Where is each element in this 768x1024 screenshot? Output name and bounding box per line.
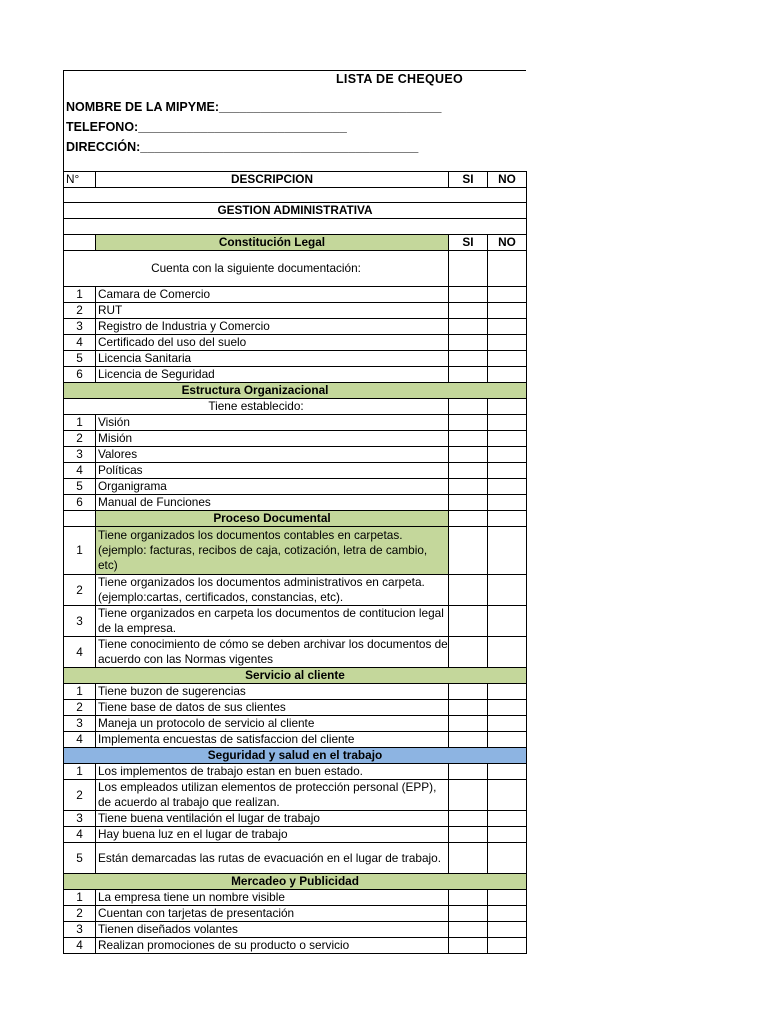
item-row xyxy=(64,303,527,319)
item-number: 4 xyxy=(64,463,96,479)
blank-row xyxy=(64,219,527,235)
item-number: 5 xyxy=(64,479,96,495)
item-text: Valores xyxy=(96,447,449,463)
section-gestion: GESTION ADMINISTRATIVA xyxy=(64,203,527,219)
item-text: Los implementos de trabajo estan en buen estado. xyxy=(96,764,449,780)
item-row xyxy=(64,637,527,668)
no-header: NO xyxy=(488,235,527,251)
item-row xyxy=(64,700,527,716)
item-text: Implementa encuestas de satisfaccion del cliente xyxy=(96,732,449,748)
no-checkbox[interactable] xyxy=(488,938,527,954)
section-title-row xyxy=(64,511,527,527)
item-row xyxy=(64,938,527,954)
no-checkbox[interactable] xyxy=(488,843,527,874)
no-checkbox[interactable] xyxy=(488,351,527,367)
item-text: Tienen diseñados volantes xyxy=(96,922,449,938)
section-title-row xyxy=(64,748,527,764)
section-title: Mercadeo y Publicidad xyxy=(64,874,527,890)
section-title-row xyxy=(64,668,527,684)
si-checkbox[interactable] xyxy=(449,684,488,700)
section-title-row xyxy=(64,874,527,890)
si-checkbox[interactable] xyxy=(449,303,488,319)
item-number: 2 xyxy=(64,575,96,606)
si-header: SI xyxy=(449,235,488,251)
si-checkbox[interactable] xyxy=(449,716,488,732)
item-text: Están demarcadas las rutas de evacuación en el lugar de trabajo. xyxy=(96,843,449,874)
si-checkbox[interactable] xyxy=(449,906,488,922)
no-checkbox[interactable] xyxy=(488,495,527,511)
si-checkbox[interactable] xyxy=(449,732,488,748)
item-text: Políticas xyxy=(96,463,449,479)
no-checkbox[interactable] xyxy=(488,606,527,637)
intro-row xyxy=(64,251,527,287)
intro-text: Tiene establecido: xyxy=(64,399,449,415)
item-row xyxy=(64,684,527,700)
si-checkbox[interactable] xyxy=(449,922,488,938)
page-title: LISTA DE CHEQUEO xyxy=(336,72,464,86)
no-checkbox[interactable] xyxy=(488,575,527,606)
section-spacer xyxy=(64,511,96,527)
no-checkbox[interactable] xyxy=(488,463,527,479)
no-checkbox[interactable] xyxy=(488,637,527,668)
item-row xyxy=(64,716,527,732)
section-title: Proceso Documental xyxy=(96,511,449,527)
item-text: Manual de Funciones xyxy=(96,495,449,511)
si-checkbox[interactable] xyxy=(449,351,488,367)
section-spacer xyxy=(64,235,96,251)
item-row xyxy=(64,495,527,511)
item-number: 5 xyxy=(64,351,96,367)
no-checkbox[interactable] xyxy=(488,827,527,843)
no-checkbox[interactable] xyxy=(488,716,527,732)
no-checkbox[interactable] xyxy=(488,447,527,463)
item-text: Licencia Sanitaria xyxy=(96,351,449,367)
section-title-row xyxy=(64,383,527,399)
si-checkbox[interactable] xyxy=(449,431,488,447)
si-checkbox[interactable] xyxy=(449,463,488,479)
item-text: Organigrama xyxy=(96,479,449,495)
item-number: 4 xyxy=(64,827,96,843)
item-row xyxy=(64,906,527,922)
item-row xyxy=(64,463,527,479)
direccion-field[interactable]: DIRECCIÓN:________________________________________ xyxy=(63,137,526,157)
item-text: Tiene base de datos de sus clientes xyxy=(96,700,449,716)
si-checkbox[interactable] xyxy=(449,415,488,431)
item-number: 3 xyxy=(64,319,96,335)
si-checkbox[interactable] xyxy=(449,827,488,843)
item-number: 2 xyxy=(64,431,96,447)
item-text: Camara de Comercio xyxy=(96,287,449,303)
header-row xyxy=(63,70,526,91)
si-checkbox[interactable] xyxy=(449,447,488,463)
intro-row xyxy=(64,399,527,415)
item-number: 2 xyxy=(64,906,96,922)
item-row xyxy=(64,431,527,447)
item-row xyxy=(64,527,527,575)
blank-cell xyxy=(64,219,527,235)
col-desc-header: DESCRIPCION xyxy=(96,172,449,188)
item-row xyxy=(64,780,527,811)
si-checkbox[interactable] xyxy=(449,287,488,303)
telefono-field[interactable]: TELEFONO:______________________________ xyxy=(63,117,526,137)
item-number: 3 xyxy=(64,922,96,938)
si-checkbox[interactable] xyxy=(449,811,488,827)
item-row xyxy=(64,415,527,431)
item-text: Misión xyxy=(96,431,449,447)
spacer xyxy=(63,157,526,171)
item-row xyxy=(64,351,527,367)
item-row xyxy=(64,575,527,606)
item-number: 2 xyxy=(64,780,96,811)
si-checkbox[interactable] xyxy=(449,575,488,606)
section-title: Constitución Legal xyxy=(96,235,449,251)
section-title-row xyxy=(64,235,527,251)
table-header-row xyxy=(64,172,527,188)
no-checkbox[interactable] xyxy=(488,479,527,495)
si-checkbox[interactable] xyxy=(449,780,488,811)
si-checkbox[interactable] xyxy=(449,700,488,716)
item-row xyxy=(64,287,527,303)
no-checkbox[interactable] xyxy=(488,511,527,527)
no-checkbox[interactable] xyxy=(488,906,527,922)
nombre-field[interactable]: NOMBRE DE LA MIPYME:________________________________ xyxy=(63,97,526,117)
item-text: RUT xyxy=(96,303,449,319)
item-row xyxy=(64,447,527,463)
si-checkbox[interactable] xyxy=(449,606,488,637)
item-number: 1 xyxy=(64,287,96,303)
item-row xyxy=(64,843,527,874)
item-text: Licencia de Seguridad xyxy=(96,367,449,383)
no-checkbox[interactable] xyxy=(488,303,527,319)
item-number: 5 xyxy=(64,843,96,874)
checklist-sheet xyxy=(63,70,526,954)
item-number: 1 xyxy=(64,415,96,431)
si-checkbox[interactable] xyxy=(449,319,488,335)
item-text: Hay buena luz en el lugar de trabajo xyxy=(96,827,449,843)
item-row xyxy=(64,764,527,780)
si-checkbox[interactable] xyxy=(449,527,488,575)
section-row xyxy=(64,203,527,219)
item-text: Tiene conocimiento de cómo se deben archivar los documentos de acuerdo con las Normas vigentes xyxy=(96,637,449,668)
si-checkbox[interactable] xyxy=(449,479,488,495)
no-checkbox[interactable] xyxy=(488,700,527,716)
item-number: 2 xyxy=(64,700,96,716)
col-si-header: SI xyxy=(449,172,488,188)
item-number: 1 xyxy=(64,764,96,780)
no-checkbox[interactable] xyxy=(488,780,527,811)
item-text: Tiene organizados en carpeta los documentos de contitucion legal de la empresa. xyxy=(96,606,449,637)
no-checkbox[interactable] xyxy=(488,890,527,906)
item-number: 4 xyxy=(64,335,96,351)
item-text: La empresa tiene un nombre visible xyxy=(96,890,449,906)
item-number: 2 xyxy=(64,303,96,319)
no-checkbox[interactable] xyxy=(488,922,527,938)
item-row xyxy=(64,606,527,637)
item-row xyxy=(64,479,527,495)
item-row xyxy=(64,827,527,843)
no-checkbox[interactable] xyxy=(488,431,527,447)
section-title: Seguridad y salud en el trabajo xyxy=(64,748,527,764)
si-checkbox[interactable] xyxy=(449,637,488,668)
no-checkbox[interactable] xyxy=(488,764,527,780)
si-checkbox[interactable] xyxy=(449,495,488,511)
item-row xyxy=(64,890,527,906)
si-checkbox[interactable] xyxy=(449,843,488,874)
blank-cell xyxy=(64,188,527,203)
no-checkbox[interactable] xyxy=(488,415,527,431)
no-checkbox[interactable] xyxy=(488,684,527,700)
item-text: Tiene buzon de sugerencias xyxy=(96,684,449,700)
item-number: 4 xyxy=(64,938,96,954)
si-checkbox[interactable] xyxy=(449,399,488,415)
item-text: Tiene organizados los documentos contables en carpetas. (ejemplo: facturas, recibos de caja, cotización, letra de cambio, etc) xyxy=(96,527,449,575)
item-text: Cuentan con tarjetas de presentación xyxy=(96,906,449,922)
section-title: Servicio al cliente xyxy=(64,668,527,684)
si-checkbox[interactable] xyxy=(449,511,488,527)
si-checkbox[interactable] xyxy=(449,764,488,780)
si-checkbox[interactable] xyxy=(449,367,488,383)
blank-row xyxy=(64,188,527,203)
item-row xyxy=(64,732,527,748)
no-checkbox[interactable] xyxy=(488,251,527,287)
si-checkbox[interactable] xyxy=(449,890,488,906)
item-number: 1 xyxy=(64,527,96,575)
no-checkbox[interactable] xyxy=(488,811,527,827)
no-checkbox[interactable] xyxy=(488,319,527,335)
no-checkbox[interactable] xyxy=(488,527,527,575)
item-number: 3 xyxy=(64,811,96,827)
item-text: Certificado del uso del suelo xyxy=(96,335,449,351)
no-checkbox[interactable] xyxy=(488,287,527,303)
col-no-header: NO xyxy=(488,172,527,188)
item-number: 3 xyxy=(64,447,96,463)
item-number: 6 xyxy=(64,495,96,511)
item-number: 1 xyxy=(64,890,96,906)
item-number: 4 xyxy=(64,732,96,748)
col-num-header: N° xyxy=(64,172,96,188)
item-row xyxy=(64,319,527,335)
section-title: Estructura Organizacional xyxy=(64,383,527,399)
item-row xyxy=(64,335,527,351)
item-text: Tiene organizados los documentos administrativos en carpeta. (ejemplo:cartas, certificados, constancias, etc). xyxy=(96,575,449,606)
item-number: 3 xyxy=(64,716,96,732)
no-checkbox[interactable] xyxy=(488,367,527,383)
si-checkbox[interactable] xyxy=(449,335,488,351)
item-row xyxy=(64,811,527,827)
item-number: 6 xyxy=(64,367,96,383)
si-checkbox[interactable] xyxy=(449,938,488,954)
item-text: Visión xyxy=(96,415,449,431)
no-checkbox[interactable] xyxy=(488,732,527,748)
item-text: Maneja un protocolo de servicio al cliente xyxy=(96,716,449,732)
no-checkbox[interactable] xyxy=(488,335,527,351)
no-checkbox[interactable] xyxy=(488,399,527,415)
checklist-table xyxy=(63,171,527,954)
item-number: 4 xyxy=(64,637,96,668)
item-text: Los empleados utilizan elementos de protección personal (EPP), de acuerdo al trabajo que realizan. xyxy=(96,780,449,811)
intro-text: Cuenta con la siguiente documentación: xyxy=(64,251,449,287)
si-checkbox[interactable] xyxy=(449,251,488,287)
item-number: 3 xyxy=(64,606,96,637)
item-row xyxy=(64,922,527,938)
item-text: Registro de Industria y Comercio xyxy=(96,319,449,335)
item-text: Tiene buena ventilación el lugar de trabajo xyxy=(96,811,449,827)
item-number: 1 xyxy=(64,684,96,700)
item-row xyxy=(64,367,527,383)
item-text: Realizan promociones de su producto o servicio xyxy=(96,938,449,954)
